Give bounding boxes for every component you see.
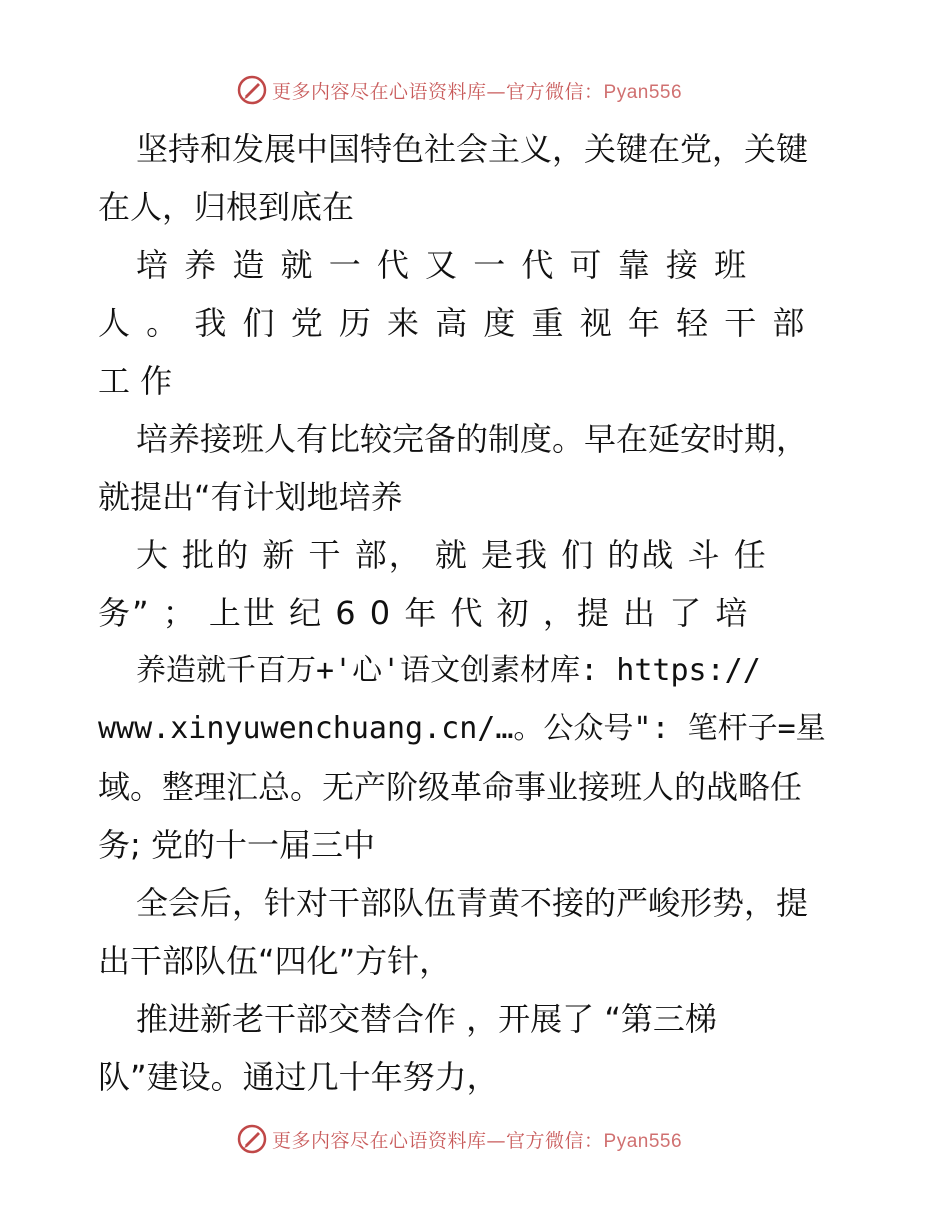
text-line: 工 作 (98, 362, 173, 400)
text-line: 务” ； 上世 纪 6 0 年 代 初 ，提 出 了 培 (98, 594, 750, 632)
header-watermark (236, 72, 682, 108)
watermark-text: 更多内容尽在心语资料库—官方微信：Pyan556 (272, 1129, 683, 1152)
text-line: 大 批的 新 干 部， 就 是我 们 的战 斗 任 (136, 536, 768, 574)
text-line: 培 养 造 就 一 代 又 一 代 可 靠 接 班 (136, 246, 750, 284)
text-line: 出干部队伍“四化”方针， (98, 942, 452, 980)
text-line: 就提出“有计划地培养 (98, 478, 403, 516)
text-line: 人 。 我 们 党 历 来 高 度 重 视 年 轻 干 部 (98, 304, 808, 342)
text-line: 推进新老干部交替合作 ，开展了 “第三梯 (136, 1000, 717, 1038)
watermark-handle: Pyan556 (603, 81, 683, 103)
footer-watermark (236, 1121, 682, 1157)
brand-logo-icon (236, 1123, 268, 1155)
text-line: 培养接班人有比较完备的制度。早在延安时期， (136, 420, 809, 458)
brand-logo-icon (236, 74, 268, 106)
text-line: 务; 党的十一届三中 (98, 826, 375, 864)
text-line: 坚持和发展中国特色社会主义，关键在党，关键 (136, 130, 809, 168)
watermark-text: 更多内容尽在心语资料库—官方微信：Pyan556 (272, 80, 683, 103)
text-line: 队”建设。通过几十年努力， (98, 1058, 499, 1096)
text-line: 养造就千百万+'心'语文创素材库: https:// (136, 653, 761, 688)
watermark-handle: Pyan556 (603, 1130, 683, 1152)
text-line: 域。整理汇总。无产阶级革命事业接班人的战略任 (98, 768, 803, 806)
text-line: 全会后，针对干部队伍青黄不接的严峻形势，提 (136, 884, 809, 922)
text-line: 在人，归根到底在 (98, 188, 355, 226)
document-body (98, 120, 858, 1106)
text-line: www.xinyuwenchuang.cn/…。公众号": 笔杆子=星 (98, 711, 826, 746)
